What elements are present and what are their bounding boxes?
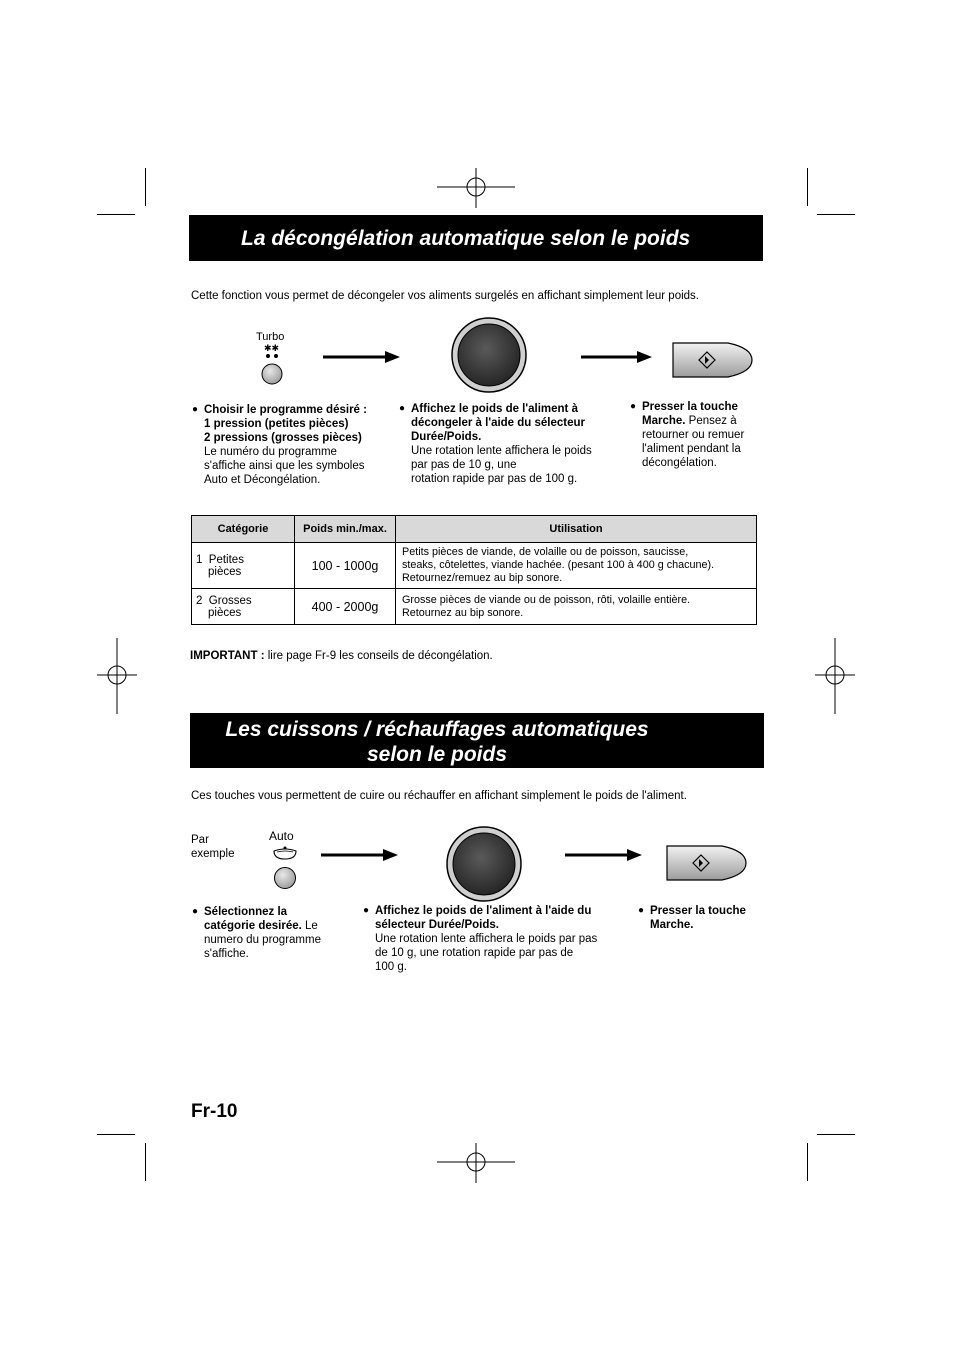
arrow-icon <box>565 848 643 862</box>
example-label <box>191 833 234 861</box>
weight-dial-knob[interactable] <box>445 825 523 903</box>
example-line: Par <box>191 834 209 846</box>
crop-mark <box>145 1143 146 1181</box>
section1-intro: Cette fonction vous permet de décongeler vos aliments surgelés en affichant simplement leur poids. <box>191 290 699 302</box>
step2-3-text <box>638 904 770 932</box>
auto-button[interactable] <box>273 866 297 890</box>
arrow-icon <box>321 848 399 862</box>
usage-line: Grosse pièces de viande ou de poisson, rôti, volaille entière. <box>402 593 691 606</box>
step1-bold: 1 pression (petites pièces) <box>204 418 349 430</box>
step-line: numero du programme <box>204 934 321 946</box>
step-line: Le <box>301 920 318 932</box>
header-weight: Poids min./max. <box>295 516 396 543</box>
important-label: IMPORTANT : <box>190 650 265 662</box>
step2-bold: Affichez le poids de l'aliment à <box>411 403 578 415</box>
bullet: ● <box>192 906 199 917</box>
weight-dial-knob[interactable] <box>450 316 528 394</box>
step2-bold: décongeler à l'aide du sélecteur <box>411 417 586 429</box>
defrost-icon <box>262 344 284 360</box>
step-bold: catégorie desirée. <box>204 920 302 932</box>
page-number: Fr-10 <box>191 1101 238 1122</box>
usage-cell <box>396 589 757 625</box>
section1-title-banner <box>189 215 763 261</box>
header-usage: Utilisation <box>396 516 757 543</box>
auto-label: Auto <box>269 829 294 843</box>
table-row <box>192 589 757 625</box>
step1-text <box>192 403 394 487</box>
registration-mark <box>437 168 515 208</box>
important-text: lire page Fr-9 les conseils de décongélation. <box>264 650 493 662</box>
bullet: ● <box>630 401 637 412</box>
bullet: ● <box>192 404 199 415</box>
row-number: 2 <box>196 594 203 607</box>
step2-bold: Durée/Poids. <box>411 431 482 443</box>
step1-line: Le numéro du programme <box>204 446 337 458</box>
bullet: ● <box>399 403 406 414</box>
step-line: de 10 g, une rotation rapide par pas de <box>375 947 574 959</box>
step2-1-text <box>192 905 354 961</box>
category-cell <box>192 543 295 589</box>
step3-line: Pensez à <box>685 415 737 427</box>
step-line: Une rotation lente affichera le poids par pas <box>375 933 598 945</box>
registration-mark <box>97 638 137 714</box>
step1-bold: 2 pressions (grosses pièces) <box>204 432 362 444</box>
step-line: s'affiche. <box>204 948 249 960</box>
section2-title-banner <box>190 713 764 768</box>
section2-title: Les cuissons / réchauffages automatiques <box>225 718 649 741</box>
category-name: pièces <box>208 606 242 619</box>
step2-2-text <box>363 904 625 974</box>
usage-line: Retournez au bip sonore. <box>402 606 524 619</box>
crop-mark <box>145 168 146 206</box>
turbo-label: Turbo <box>256 331 285 343</box>
category-cell <box>192 589 295 625</box>
turbo-button[interactable] <box>261 363 283 385</box>
step3-line: l'aliment pendant la <box>642 443 741 455</box>
crop-mark <box>97 214 135 215</box>
step-bold: sélecteur Durée/Poids. <box>375 919 499 931</box>
category-name: Grosses <box>208 594 252 607</box>
svg-text:✱✱: ✱✱ <box>264 344 280 354</box>
step3-bold: Marche. <box>642 415 686 427</box>
section2-title: selon le poids <box>366 743 508 766</box>
crop-mark <box>817 1134 855 1135</box>
arrow-icon <box>323 350 401 364</box>
step2-line: Une rotation lente affichera le poids <box>411 445 592 457</box>
step-bold: Marche. <box>650 919 694 931</box>
usage-line: Retournez/remuez au bip sonore. <box>402 572 563 584</box>
start-button[interactable] <box>664 843 748 883</box>
registration-mark <box>815 638 855 714</box>
step3-line: décongélation. <box>642 457 717 469</box>
table-header-row <box>192 516 757 543</box>
usage-line: steaks, côtelettes, viande hachée. (pesant 100 à 400 g chacune). <box>402 559 715 571</box>
step1-bold: Choisir le programme désiré : <box>204 404 367 416</box>
section2-intro: Ces touches vous permettent de cuire ou réchauffer en affichant simplement le poids de l'aliment. <box>191 790 687 802</box>
step-bold: Presser la touche <box>650 905 746 917</box>
example-line: exemple <box>191 848 235 860</box>
registration-mark <box>437 1143 515 1183</box>
crop-mark <box>817 214 855 215</box>
weight-cell: 100 - 1000g <box>295 543 396 589</box>
category-table <box>191 515 757 625</box>
step-bold: Sélectionnez la <box>204 906 288 918</box>
bullet: ● <box>638 905 645 916</box>
category-name: Petites <box>208 553 244 566</box>
step2-line: par pas de 10 g, une <box>411 459 517 471</box>
table-row <box>192 543 757 589</box>
step-line: 100 g. <box>375 961 407 973</box>
section1-title: La décongélation automatique selon le poids <box>241 227 691 250</box>
header-category: Catégorie <box>192 516 295 543</box>
cooking-pot-icon <box>272 845 298 861</box>
step2-line: rotation rapide par pas de 100 g. <box>411 473 578 485</box>
category-name: pièces <box>208 565 242 578</box>
step1-line: Auto et Décongélation. <box>204 474 321 486</box>
step2-text <box>399 402 626 486</box>
step3-text <box>630 400 762 470</box>
step3-line: retourner ou remuer <box>642 429 745 441</box>
arrow-icon <box>581 350 653 364</box>
crop-mark <box>97 1134 135 1135</box>
crop-mark <box>807 168 808 206</box>
usage-cell <box>396 543 757 589</box>
step3-bold: Presser la touche <box>642 401 738 413</box>
step-bold: Affichez le poids de l'aliment à l'aide du <box>375 905 592 917</box>
row-number: 1 <box>196 553 203 566</box>
weight-cell: 400 - 2000g <box>295 589 396 625</box>
important-note <box>190 650 493 662</box>
crop-mark <box>807 1143 808 1181</box>
bullet: ● <box>363 905 370 916</box>
start-button[interactable] <box>670 340 754 380</box>
step1-line: s'affiche ainsi que les symboles <box>204 460 365 472</box>
usage-line: Petits pièces de viande, de volaille ou de poisson, saucisse, <box>402 546 689 558</box>
